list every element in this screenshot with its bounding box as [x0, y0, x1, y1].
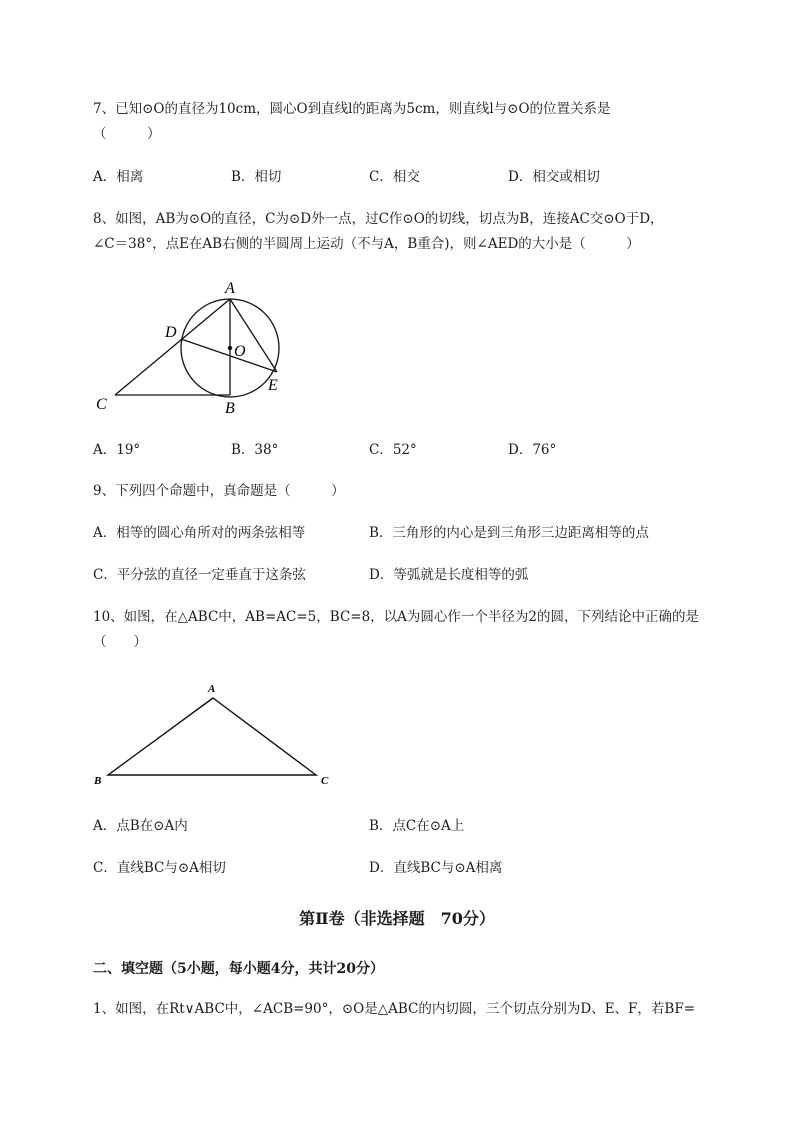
- q10-option-c: C．直线BC与⊙A相切: [93, 860, 226, 876]
- q8-center-dot: [228, 346, 232, 350]
- q10-triangle-figure: [88, 678, 338, 793]
- q10-triangle-abc: [108, 698, 316, 775]
- q8-stem-line1: 8、如图，AB为⊙O的直径，C为⊙D外一点，过C作⊙O的切线，切点为B，连接AC交⊙O于D，: [93, 211, 664, 227]
- q8-option-b: B．38°: [231, 442, 279, 458]
- q8-option-d: D．76°: [508, 442, 557, 458]
- q7-stem: 7、已知⊙O的直径为10cm，圆心O到直线l的距离为5cm，则直线l与⊙O的位置关系是: [93, 101, 611, 117]
- q9-stem: 9、下列四个命题中，真命题是（ ）: [93, 483, 345, 499]
- q7-option-c: C．相交: [369, 169, 420, 185]
- q10-label-a: A: [208, 683, 216, 695]
- q8-label-b: B: [225, 400, 235, 417]
- q8-label-a: A: [225, 280, 235, 297]
- q8-line-ac: [115, 299, 230, 395]
- q10-label-c: C: [321, 775, 329, 787]
- q10-option-a: A．点B在⊙A内: [93, 818, 188, 834]
- q8-option-a: A．19°: [93, 442, 141, 458]
- q7-option-a: A．相离: [93, 169, 144, 185]
- fill-in-q1-stem: 1、如图，在Rt∨ABC中，∠ACB=90°，⊙O是△ABC的内切圆，三个切点分别为D、E、F，若BF=: [93, 1001, 696, 1017]
- part2-heading: 第Ⅱ卷（非选择题 70分）: [299, 909, 495, 928]
- q7-answer-blank: （ ）: [93, 126, 161, 142]
- fill-in-section-title: 二、填空题（5小题，每小题4分，共计20分）: [93, 961, 384, 977]
- q8-label-e: E: [268, 377, 278, 394]
- q8-chord-de: [181, 339, 277, 372]
- q9-option-a: A．相等的圆心角所对的两条弦相等: [93, 525, 306, 541]
- q7-option-d: D．相交或相切: [508, 169, 600, 185]
- q8-stem-line2: ∠C＝38°，点E在AB右侧的半圆周上运动（不与A，B重合)，则∠AED的大小是（ ）: [93, 236, 640, 252]
- q10-option-d: D．直线BC与⊙A相离: [369, 860, 503, 876]
- q10-label-b: B: [94, 775, 102, 787]
- q8-chord-ae: [230, 299, 277, 372]
- q9-option-c: C．平分弦的直径一定垂直于这条弦: [93, 567, 306, 583]
- q9-option-d: D．等弧就是长度相等的弧: [369, 567, 529, 583]
- q10-stem: 10、如图，在△ABC中，AB=AC=5，BC=8，以A为圆心作一个半径为2的圆，下列结论中正确的是: [93, 609, 700, 625]
- q10-answer-blank: （ ）: [93, 634, 147, 650]
- q8-label-d: D: [165, 324, 177, 341]
- q8-circle-figure: [85, 275, 305, 420]
- q8-label-o: O: [234, 343, 246, 360]
- q7-option-b: B．相切: [231, 169, 282, 185]
- q9-option-b: B．三角形的内心是到三角形三边距离相等的点: [369, 525, 649, 541]
- q8-label-c: C: [96, 396, 107, 413]
- q8-option-c: C．52°: [369, 442, 417, 458]
- q10-option-b: B．点C在⊙A上: [369, 818, 465, 834]
